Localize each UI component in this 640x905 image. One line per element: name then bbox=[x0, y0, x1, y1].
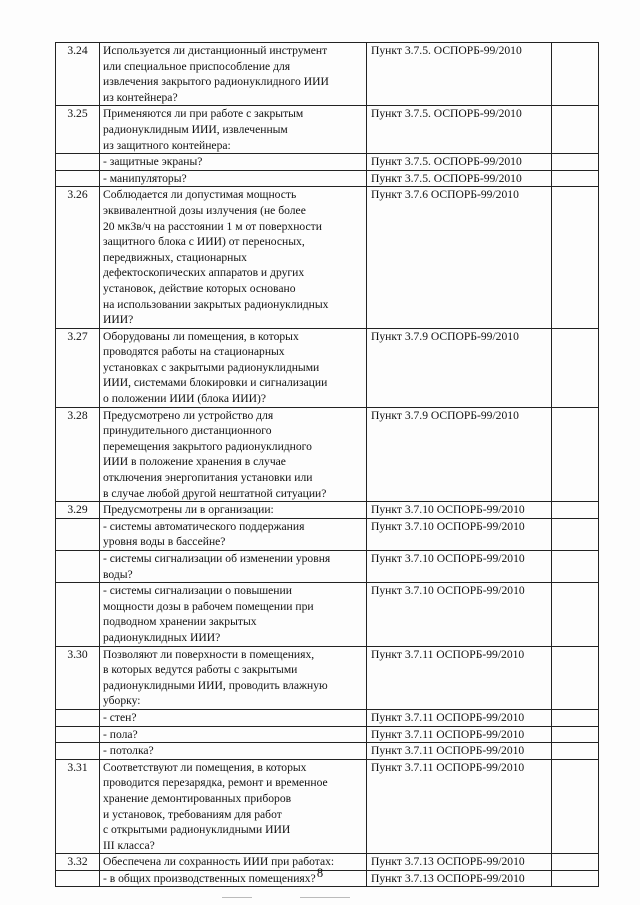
checklist-table bbox=[55, 42, 599, 887]
table-row bbox=[56, 328, 599, 407]
answer-cell[interactable] bbox=[552, 759, 599, 854]
question-text: - потолка? bbox=[100, 743, 367, 760]
item-number: 3.27 bbox=[56, 328, 100, 407]
regulation-reference: Пункт 3.7.13 ОСПОРБ-99/2010 bbox=[367, 870, 552, 887]
answer-cell[interactable] bbox=[552, 328, 599, 407]
regulation-reference: Пункт 3.7.5. ОСПОРБ-99/2010 bbox=[367, 106, 552, 154]
question-text: Используется ли дистанционный инструмент или специальное приспособление для извлечения закрытого радионуклидного ИИИ из контейнера? bbox=[100, 43, 367, 106]
question-text: Применяются ли при работе с закрытым радионуклидным ИИИ, извлеченным из защитного контейнера: bbox=[100, 106, 367, 154]
question-text: - системы сигнализации об изменении уровня воды? bbox=[100, 551, 367, 583]
question-text: - системы автоматического поддержания уровня воды в бассейне? bbox=[100, 518, 367, 550]
table-row bbox=[56, 646, 599, 709]
question-text: Обеспечена ли сохранность ИИИ при работах: bbox=[100, 854, 367, 871]
question-text: - в общих производственных помещениях? bbox=[100, 870, 367, 887]
item-number: 3.32 bbox=[56, 854, 100, 871]
regulation-reference: Пункт 3.7.9 ОСПОРБ-99/2010 bbox=[367, 407, 552, 502]
regulation-reference: Пункт 3.7.10 ОСПОРБ-99/2010 bbox=[367, 583, 552, 646]
item-number: 3.25 bbox=[56, 106, 100, 154]
item-number: 3.31 bbox=[56, 759, 100, 854]
regulation-reference: Пункт 3.7.11 ОСПОРБ-99/2010 bbox=[367, 646, 552, 709]
table-row bbox=[56, 43, 599, 106]
question-text: Позволяют ли поверхности в помещениях, в которых ведутся работы с закрытыми радионуклидными ИИИ, проводить влажную уборку: bbox=[100, 646, 367, 709]
table-row bbox=[56, 551, 599, 583]
regulation-reference: Пункт 3.7.11 ОСПОРБ-99/2010 bbox=[367, 743, 552, 760]
table-row bbox=[56, 502, 599, 519]
answer-cell[interactable] bbox=[552, 170, 599, 187]
answer-cell[interactable] bbox=[552, 43, 599, 106]
checklist-rows bbox=[56, 43, 599, 887]
answer-cell[interactable] bbox=[552, 709, 599, 726]
item-number bbox=[56, 709, 100, 726]
regulation-reference: Пункт 3.7.10 ОСПОРБ-99/2010 bbox=[367, 551, 552, 583]
table-row bbox=[56, 709, 599, 726]
answer-cell[interactable] bbox=[552, 646, 599, 709]
table-row bbox=[56, 154, 599, 171]
regulation-reference: Пункт 3.7.5. ОСПОРБ-99/2010 bbox=[367, 43, 552, 106]
item-number bbox=[56, 551, 100, 583]
regulation-reference: Пункт 3.7.6 ОСПОРБ-99/2010 bbox=[367, 187, 552, 328]
scan-artifact bbox=[222, 897, 252, 898]
answer-cell[interactable] bbox=[552, 583, 599, 646]
answer-cell[interactable] bbox=[552, 407, 599, 502]
question-text: Оборудованы ли помещения, в которых проводятся работы на стационарных установках с закрытыми радионуклидными ИИИ, системами блокировки и сигнализации о положении ИИИ (блока ИИИ)? bbox=[100, 328, 367, 407]
table-row bbox=[56, 583, 599, 646]
regulation-reference: Пункт 3.7.5. ОСПОРБ-99/2010 bbox=[367, 170, 552, 187]
item-number: 3.30 bbox=[56, 646, 100, 709]
scan-artifact bbox=[300, 897, 350, 898]
answer-cell[interactable] bbox=[552, 106, 599, 154]
checklist-page bbox=[55, 42, 598, 887]
table-row bbox=[56, 743, 599, 760]
question-text: - стен? bbox=[100, 709, 367, 726]
item-number: 3.24 bbox=[56, 43, 100, 106]
item-number bbox=[56, 170, 100, 187]
table-row bbox=[56, 170, 599, 187]
question-text: - пола? bbox=[100, 726, 367, 743]
item-number: 3.26 bbox=[56, 187, 100, 328]
table-row bbox=[56, 759, 599, 854]
item-number bbox=[56, 743, 100, 760]
answer-cell[interactable] bbox=[552, 743, 599, 760]
answer-cell[interactable] bbox=[552, 551, 599, 583]
regulation-reference: Пункт 3.7.10 ОСПОРБ-99/2010 bbox=[367, 518, 552, 550]
table-row bbox=[56, 187, 599, 328]
page-number: 8 bbox=[316, 866, 324, 880]
item-number bbox=[56, 154, 100, 171]
question-text: Предусмотрены ли в организации: bbox=[100, 502, 367, 519]
item-number bbox=[56, 583, 100, 646]
regulation-reference: Пункт 3.7.9 ОСПОРБ-99/2010 bbox=[367, 328, 552, 407]
item-number bbox=[56, 726, 100, 743]
answer-cell[interactable] bbox=[552, 154, 599, 171]
table-row bbox=[56, 407, 599, 502]
regulation-reference: Пункт 3.7.13 ОСПОРБ-99/2010 bbox=[367, 854, 552, 871]
table-row bbox=[56, 106, 599, 154]
question-text: Соответствуют ли помещения, в которых проводится перезарядка, ремонт и временное хранение демонтированных приборов и установок, требованиям для работ с открытыми радионуклидными ИИИ III класса? bbox=[100, 759, 367, 854]
table-row bbox=[56, 726, 599, 743]
question-text: - системы сигнализации о повышении мощности дозы в рабочем помещении при подводном хранении закрытых радионуклидных ИИИ? bbox=[100, 583, 367, 646]
item-number bbox=[56, 518, 100, 550]
question-text: - манипуляторы? bbox=[100, 170, 367, 187]
item-number: 3.28 bbox=[56, 407, 100, 502]
question-text: Соблюдается ли допустимая мощность эквивалентной дозы излучения (не более 20 мкЗв/ч на расстоянии 1 м от поверхности защитного блока с ИИИ) от переносных, передвижных, стационарных дефектоскопических аппаратов и других установок, действие которых основано на использовании закрытых радионуклидных ИИИ? bbox=[100, 187, 367, 328]
regulation-reference: Пункт 3.7.11 ОСПОРБ-99/2010 bbox=[367, 726, 552, 743]
regulation-reference: Пункт 3.7.10 ОСПОРБ-99/2010 bbox=[367, 502, 552, 519]
table-row bbox=[56, 518, 599, 550]
answer-cell[interactable] bbox=[552, 726, 599, 743]
answer-cell[interactable] bbox=[552, 502, 599, 519]
answer-cell[interactable] bbox=[552, 518, 599, 550]
regulation-reference: Пункт 3.7.11 ОСПОРБ-99/2010 bbox=[367, 709, 552, 726]
question-text: Предусмотрено ли устройство для принудительного дистанционного перемещения закрытого радионуклидного ИИИ в положение хранения в случае отключения энергопитания установки или в случае любой другой нештатной ситуации? bbox=[100, 407, 367, 502]
regulation-reference: Пункт 3.7.5. ОСПОРБ-99/2010 bbox=[367, 154, 552, 171]
item-number: 3.29 bbox=[56, 502, 100, 519]
regulation-reference: Пункт 3.7.11 ОСПОРБ-99/2010 bbox=[367, 759, 552, 854]
question-text: - защитные экраны? bbox=[100, 154, 367, 171]
answer-cell[interactable] bbox=[552, 187, 599, 328]
